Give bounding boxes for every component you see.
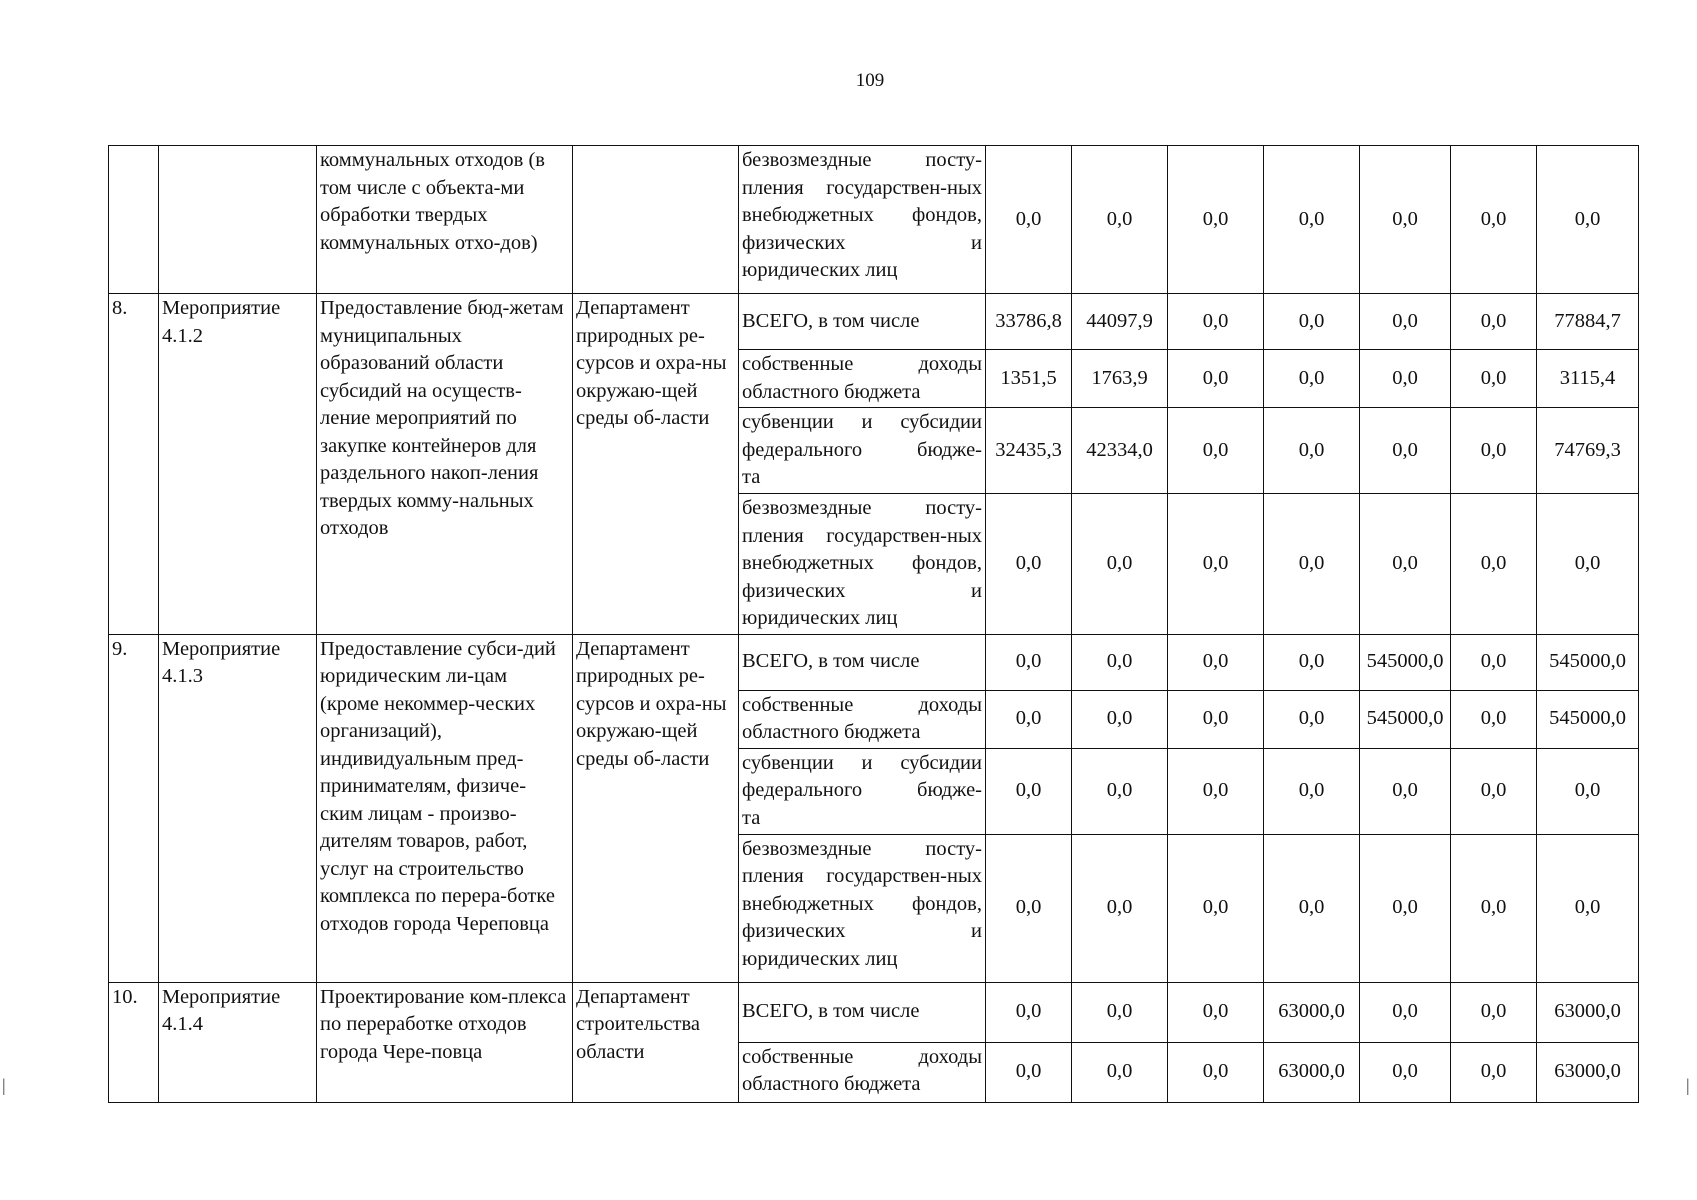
funding-source-label: собственные доходы <box>742 353 982 375</box>
amount-cell: 0,0 <box>1360 494 1451 635</box>
amount-cell: 32435,3 <box>986 408 1072 494</box>
amount-cell: 0,0 <box>1072 494 1168 635</box>
amount-cell: 0,0 <box>1451 690 1537 748</box>
amount-cell: 0,0 <box>1537 494 1639 635</box>
funding-source-label-end: областного бюджета <box>742 721 921 743</box>
amount-cell: 33786,8 <box>986 294 1072 350</box>
amount-cell: 0,0 <box>1264 408 1360 494</box>
page-number: 109 <box>855 70 885 91</box>
amount-cell: 0,0 <box>1264 494 1360 635</box>
table-row <box>109 982 1639 1042</box>
funding-source-label: безвозмездные посту-пления государствен-ных внебюджетных фондов, физических и <box>742 837 982 942</box>
funding-source-cell <box>739 690 986 748</box>
funding-source-label: собственные доходы <box>742 693 982 716</box>
amount-cell: 0,0 <box>986 834 1072 982</box>
amount-cell: 0,0 <box>1072 634 1168 690</box>
amount-cell: 0,0 <box>986 146 1072 294</box>
funding-source-label: собственные доходы <box>742 1045 982 1068</box>
amount-cell: 0,0 <box>1360 350 1451 408</box>
executor-cell: Департамент строительства области <box>573 982 739 1102</box>
margin-mark-left: | <box>2 1075 6 1095</box>
amount-cell: 0,0 <box>1072 834 1168 982</box>
amount-cell: 0,0 <box>1168 350 1264 408</box>
amount-cell: 0,0 <box>1168 748 1264 834</box>
funding-source-cell <box>739 748 986 834</box>
funding-source-label: безвозмездные посту-пления государствен-ных внебюджетных фондов, физических и <box>742 149 982 254</box>
amount-cell: 545000,0 <box>1537 690 1639 748</box>
measure-cell: Мероприятие 4.1.3 <box>159 634 317 982</box>
measure-cell <box>159 146 317 294</box>
amount-cell: 0,0 <box>1451 294 1537 350</box>
amount-cell: 0,0 <box>986 1042 1072 1102</box>
amount-cell: 44097,9 <box>1072 294 1168 350</box>
amount-cell: 0,0 <box>986 634 1072 690</box>
amount-cell: 0,0 <box>1168 494 1264 635</box>
budget-table <box>108 145 1639 1103</box>
amount-cell: 1351,5 <box>986 350 1072 408</box>
amount-cell: 0,0 <box>1360 408 1451 494</box>
amount-cell: 0,0 <box>1360 834 1451 982</box>
amount-cell: 0,0 <box>1264 146 1360 294</box>
amount-cell: 0,0 <box>1451 350 1537 408</box>
amount-cell: 0,0 <box>1168 634 1264 690</box>
funding-source-label-end: юридических лиц <box>742 259 898 281</box>
measure-cell: Мероприятие 4.1.2 <box>159 294 317 635</box>
amount-cell: 0,0 <box>1537 834 1639 982</box>
funding-source-label-end: юридических лиц <box>742 947 898 970</box>
amount-cell: 0,0 <box>1264 748 1360 834</box>
amount-cell: 77884,7 <box>1537 294 1639 350</box>
amount-cell: 42334,0 <box>1072 408 1168 494</box>
funding-source-cell <box>739 146 986 294</box>
amount-cell: 0,0 <box>1072 1042 1168 1102</box>
funding-source-label: ВСЕГО, в том числе <box>742 309 920 332</box>
amount-cell: 0,0 <box>1451 634 1537 690</box>
funding-source-label-end: областного бюджета <box>742 1073 921 1095</box>
description-cell: Проектирование ком-плекса по переработке отходов города Чере-повца <box>317 982 573 1102</box>
amount-cell: 0,0 <box>1264 834 1360 982</box>
amount-cell: 63000,0 <box>1537 982 1639 1042</box>
amount-cell: 0,0 <box>1072 146 1168 294</box>
amount-cell: 0,0 <box>1360 1042 1451 1102</box>
amount-cell: 0,0 <box>1168 834 1264 982</box>
row-number-cell <box>109 146 159 294</box>
description-cell: коммунальных отходов (в том числе с объекта-ми обработки твердых коммунальных отхо-дов) <box>317 146 573 294</box>
amount-cell: 0,0 <box>1072 982 1168 1042</box>
amount-cell: 0,0 <box>1360 294 1451 350</box>
amount-cell: 0,0 <box>1072 748 1168 834</box>
amount-cell: 63000,0 <box>1264 982 1360 1042</box>
amount-cell: 63000,0 <box>1537 1042 1639 1102</box>
description-cell: Предоставление бюд-жетам муниципальных образований области субсидий на осуществ-ление мероприятий по закупке контейнеров для раздельного накоп-ления твердых комму-нальных отходов <box>317 294 573 635</box>
table-row <box>109 634 1639 690</box>
amount-cell: 0,0 <box>1168 294 1264 350</box>
amount-cell: 545000,0 <box>1360 690 1451 748</box>
executor-cell: Департамент природных ре-сурсов и охра-ны окружаю-щей среды об-ласти <box>573 294 739 635</box>
margin-mark-right: | <box>1686 1075 1690 1095</box>
measure-cell: Мероприятие 4.1.4 <box>159 982 317 1102</box>
amount-cell: 0,0 <box>1264 350 1360 408</box>
funding-source-label: субвенции и субсидии федерального бюдже- <box>742 751 982 801</box>
funding-source-label-end: юридических лиц <box>742 607 898 629</box>
table-row <box>109 294 1639 350</box>
funding-source-cell <box>739 982 986 1042</box>
amount-cell: 0,0 <box>1072 690 1168 748</box>
amount-cell: 0,0 <box>1168 690 1264 748</box>
amount-cell: 0,0 <box>1264 690 1360 748</box>
funding-source-label: безвозмездные посту-пления государствен-ных внебюджетных фондов, физических и <box>742 497 982 602</box>
amount-cell: 545000,0 <box>1360 634 1451 690</box>
funding-source-label: субвенции и субсидии федерального бюдже- <box>742 411 982 461</box>
funding-source-label-end: та <box>742 466 761 488</box>
amount-cell: 0,0 <box>986 494 1072 635</box>
amount-cell: 0,0 <box>1451 494 1537 635</box>
amount-cell: 0,0 <box>1168 982 1264 1042</box>
amount-cell: 1763,9 <box>1072 350 1168 408</box>
funding-source-cell <box>739 634 986 690</box>
amount-cell: 0,0 <box>1537 146 1639 294</box>
funding-source-label: ВСЕГО, в том числе <box>742 650 920 673</box>
amount-cell: 0,0 <box>1360 146 1451 294</box>
amount-cell: 0,0 <box>1360 982 1451 1042</box>
amount-cell: 0,0 <box>1168 1042 1264 1102</box>
funding-source-label: ВСЕГО, в том числе <box>742 1000 920 1023</box>
executor-cell <box>573 146 739 294</box>
row-number-cell: 9. <box>109 634 159 982</box>
description-cell: Предоставление субси-дий юридическим ли-цам (кроме некоммер-ческих организаций), индивидуальным пред-принимателям, физиче-ским лицам - произво-дителям товаров, работ, услуг на строительство комплекса по перера-ботке отходов города Череповца <box>317 634 573 982</box>
amount-cell: 3115,4 <box>1537 350 1639 408</box>
table-row <box>109 146 1639 294</box>
funding-source-cell <box>739 1042 986 1102</box>
executor-cell: Департамент природных ре-сурсов и охра-ны окружаю-щей среды об-ласти <box>573 634 739 982</box>
amount-cell: 0,0 <box>1168 408 1264 494</box>
funding-source-label-end: та <box>742 806 761 829</box>
funding-source-label-end: областного бюджета <box>742 380 921 403</box>
amount-cell: 0,0 <box>1360 748 1451 834</box>
amount-cell: 0,0 <box>1451 834 1537 982</box>
row-number-cell: 8. <box>109 294 159 635</box>
table-body <box>109 146 1639 1103</box>
amount-cell: 0,0 <box>1264 634 1360 690</box>
amount-cell: 0,0 <box>1168 146 1264 294</box>
funding-source-cell <box>739 408 986 494</box>
funding-source-cell <box>739 350 986 408</box>
amount-cell: 545000,0 <box>1537 634 1639 690</box>
funding-source-cell <box>739 834 986 982</box>
amount-cell: 0,0 <box>986 748 1072 834</box>
amount-cell: 0,0 <box>986 690 1072 748</box>
funding-source-cell <box>739 294 986 350</box>
amount-cell: 0,0 <box>1264 294 1360 350</box>
amount-cell: 0,0 <box>1451 146 1537 294</box>
amount-cell: 0,0 <box>986 982 1072 1042</box>
amount-cell: 0,0 <box>1451 1042 1537 1102</box>
amount-cell: 0,0 <box>1451 408 1537 494</box>
row-number-cell: 10. <box>109 982 159 1102</box>
amount-cell: 0,0 <box>1451 748 1537 834</box>
funding-source-cell <box>739 494 986 635</box>
amount-cell: 74769,3 <box>1537 408 1639 494</box>
amount-cell: 0,0 <box>1537 748 1639 834</box>
amount-cell: 0,0 <box>1451 982 1537 1042</box>
amount-cell: 63000,0 <box>1264 1042 1360 1102</box>
